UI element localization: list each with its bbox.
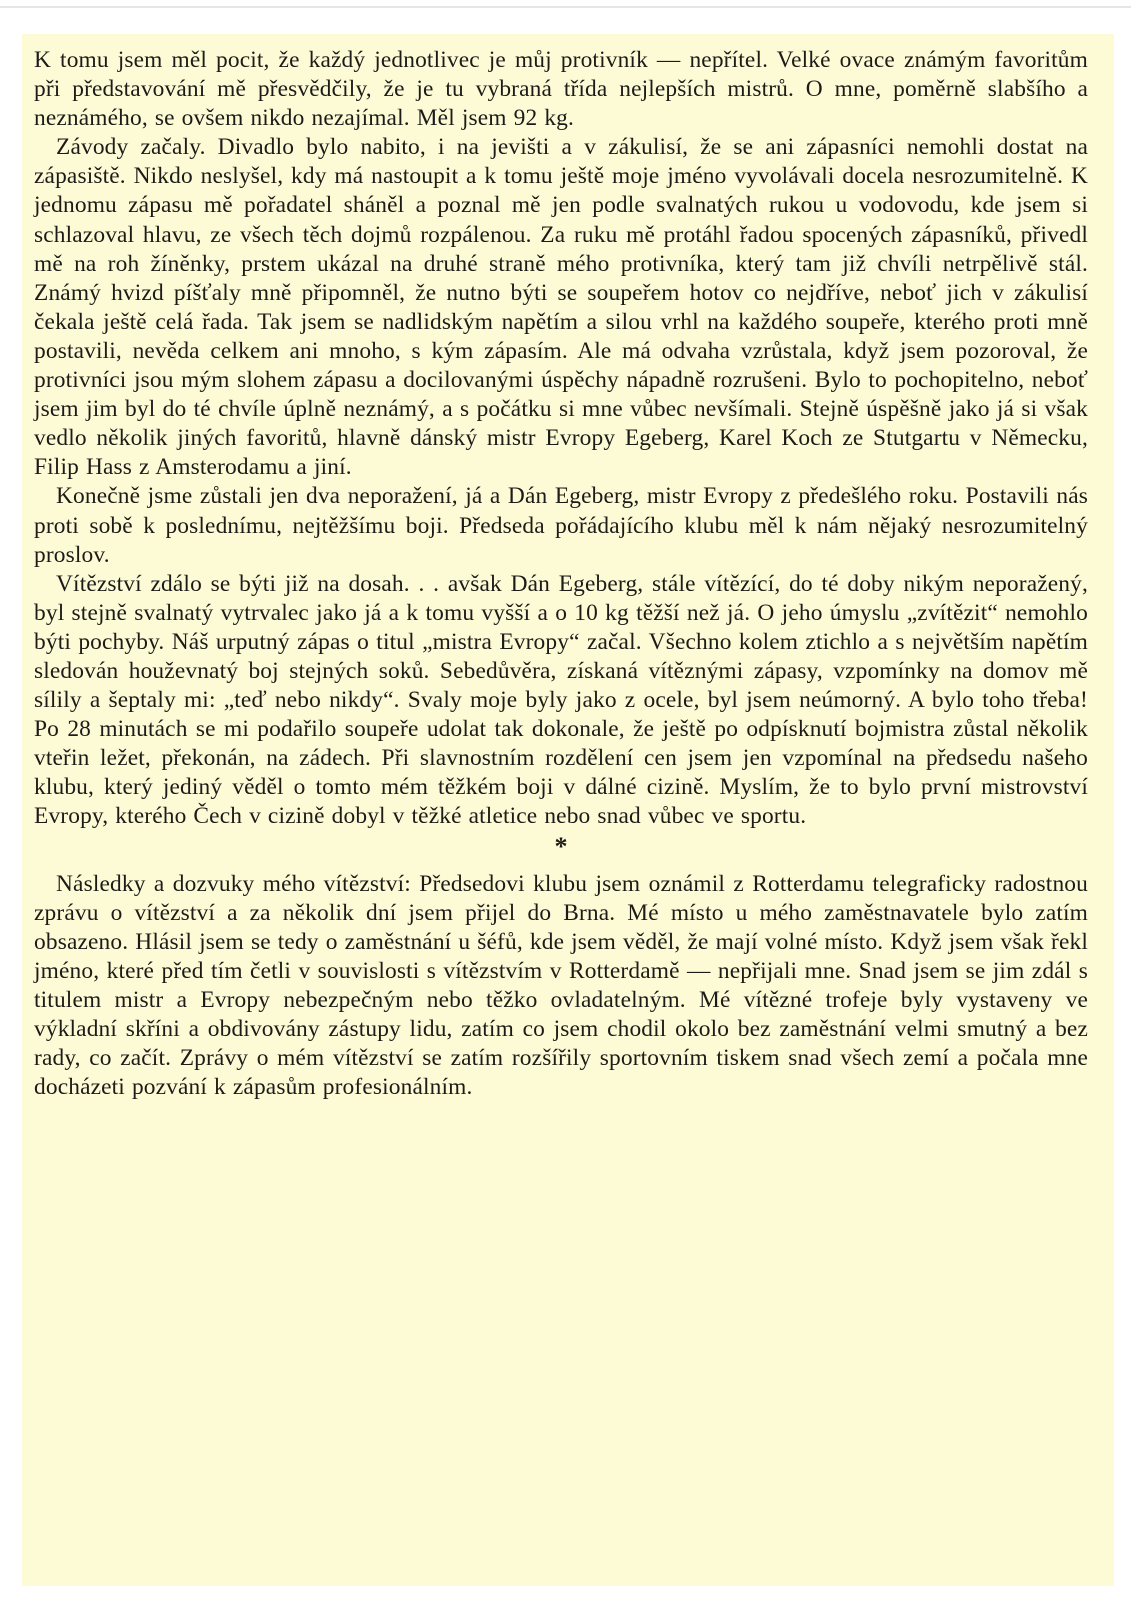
paragraph-2: Závody začaly. Divadlo bylo nabito, i na jevišti a v zákulisí, že se ani zápasníci nemohli dostat na zápasiště. Nikdo neslyšel, kdy má nastoupit a k tomu ještě moje jméno vyvolávali docela nesrozumitelně. K jednomu zápasu mě pořadatel sháněl a poznal mě jen podle svalnatých rukou u vodovodu, kde jsem si schlazoval hlavu, ze všech těch dojmů rozpálenou. Za ruku mě protáhl řadou spocených zápasníků, přivedl mě na roh žíněnky, prstem ukázal na druhé straně mého protivníka, který tam již chvíli netrpělivě stál. Známý hvizd píšťaly mně připomněl, že nutno býti se soupeřem hotov co nejdříve, neboť jich v zákulisí čekala ještě celá řada. Tak jsem se nadlidským napětím a silou vrhl na každého soupeře, kterého proti mně postavili, nevěda celkem ani mnoho, s kým zápasím. Ale má odvaha vzrůstala, když jsem pozoroval, že protivníci jsou mým slohem zápasu a docilovanými úspěchy nápadně rozrušeni. Bylo to pochopitelno, neboť jsem jim byl do té chvíle úplně neznámý, a s počátku si mne vůbec nevšímali. Stejně úspěšně jako já si však vedlo několik jiných favoritů, hlavně dánský mistr Evropy Egeberg, Karel Koch ze Stutgartu v Německu, Filip Hass z Amsterodamu a jiní. xyxy=(34,134,1088,481)
paragraph-3: Konečně jsme zůstali jen dva neporažení, já a Dán Egeberg, mistr Evropy z předešlého roku. Postavili nás proti sobě k poslednímu, nejtěžšímu boji. Předseda pořádajícího klubu měl k nám nějaký nesrozumitelný proslov. xyxy=(34,483,1088,568)
paragraph-4: Vítězství zdálo se býti již na dosah. . . avšak Dán Egeberg, stále vítězící, do té doby nikým neporažený, byl stejně svalnatý vytrvalec jako já a k tomu vyšší a o 10 kg těžší než já. O jeho úmyslu „zvítězit“ nemohlo býti pochyby. Náš urputný zápas o titul „mistra Evropy“ začal. Všechno kolem ztichlo a s největším napětím sledován houževnatý boj stejných soků. Sebedůvěra, získaná vítěznými zápasy, vzpomínky na domov mě sílily a šeptaly mi: „teď nebo nikdy“. Svaly moje byly jako z ocele, byl jsem neúmorný. A bylo toho třeba! Po 28 minutách se mi podařilo soupeře udolat tak dokonale, že ještě po odpísknutí bojmistra zůstal několik vteřin ležet, překonán, na zádech. Při slavnostním rozdělení cen jsem jen vzpomínal na předsedu našeho klubu, který jediný věděl o tomto mém těžkém boji v dálné cizině. Myslím, že to bylo první mistrovství Evropy, kterého Čech v cizině dobyl v těžké atletice nebo snad vůbec ve sportu. xyxy=(34,570,1088,830)
paragraph-1: K tomu jsem měl pocit, že každý jednotlivec je můj protivník — nepřítel. Velké ovace známým favoritům při představování mě přesvědčily, že je tu vybraná třída nejlepších mistrů. O mne, poměrně slabšího a neznámého, se ovšem nikdo nezajímal. Měl jsem 92 kg. xyxy=(34,47,1088,132)
scanned-page xyxy=(22,34,1114,1586)
section-separator-asterisk: * xyxy=(554,831,568,861)
top-edge-rule xyxy=(0,6,1131,8)
paragraph-5: Následky a dozvuky mého vítězství: Předsedovi klubu jsem oznámil z Rotterdamu telegraficky radostnou zprávu o vítězství a za několik dní jsem přijel do Brna. Mé místo u mého zaměstnavatele bylo zatím obsazeno. Hlásil jsem se tedy o zaměstnání u šéfů, kde jsem věděl, že mají volné místo. Když jsem však řekl jméno, které před tím četli v souvislosti s vítězstvím v Rotterdamě — nepřijali mne. Snad jsem se jim zdál s titulem mistr a Evropy nebezpečným nebo těžko ovladatelným. Mé vítězné trofeje byly vystaveny ve výkladní skříni a obdivovány zástupy lidu, zatím co jsem chodil okolo bez zaměstnání velmi smutný a bez rady, co začít. Zprávy o mém vítězství se zatím rozšířily sportovním tiskem snad všech zemí a počala mne docházeti pozvání k zápasům profesionálním. xyxy=(34,870,1088,1101)
